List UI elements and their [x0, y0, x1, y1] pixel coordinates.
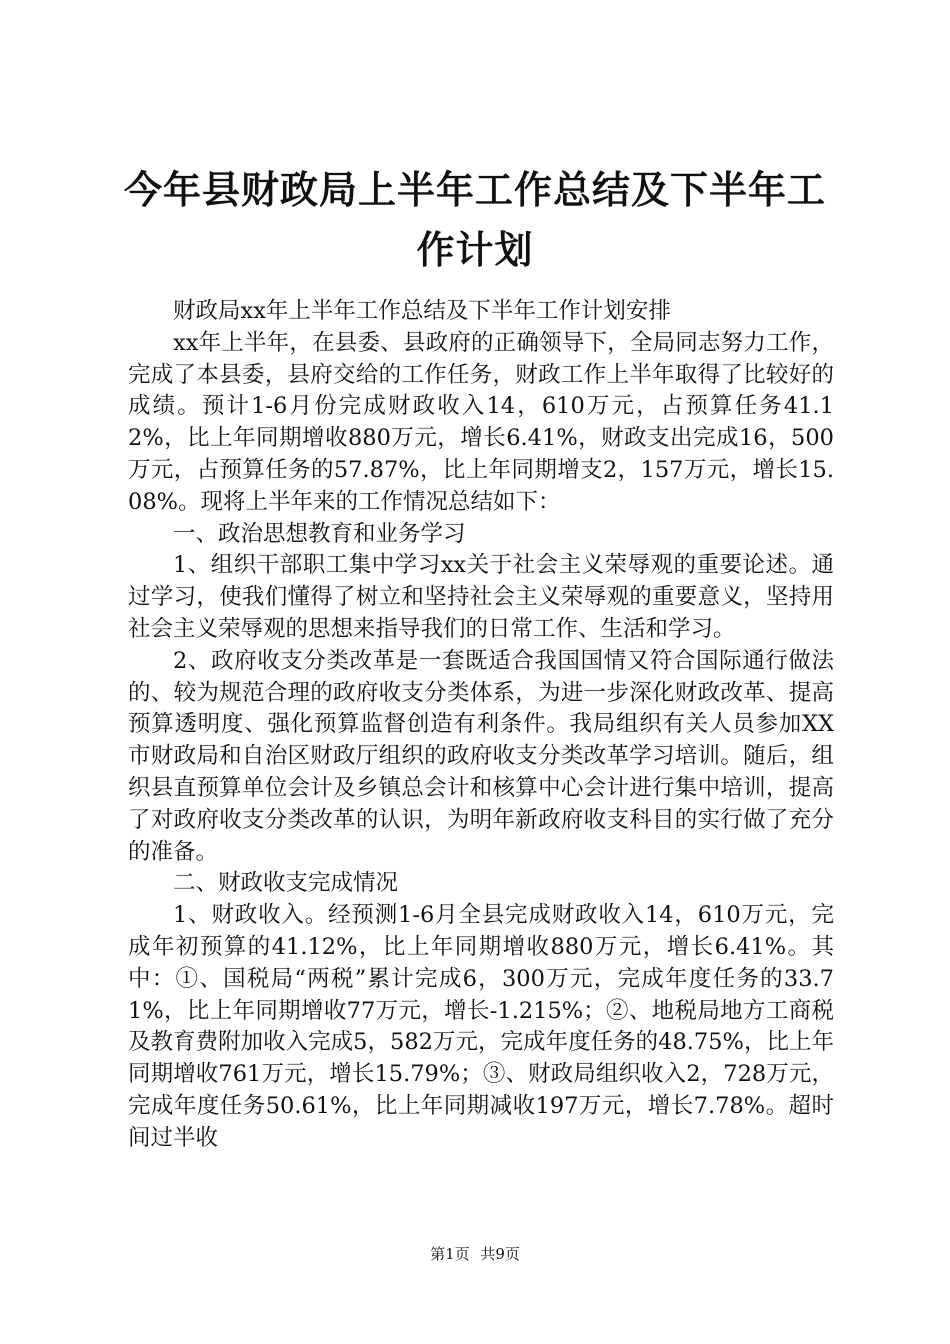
subtitle-paragraph: 财政局xx年上半年工作总结及下半年工作计划安排 — [173, 298, 671, 324]
section-heading-1: 一、政治思想教育和业务学习 — [173, 520, 466, 547]
section-heading-2: 二、财政收支完成情况 — [173, 870, 399, 897]
document-title: 今年县财政局上半年工作总结及下半年工作计划 — [123, 168, 826, 272]
paragraph-study: 1、组织干部职工集中学习xx关于社会主义荣辱观的重要论述。通过学习，使我们懂得了树立和坚持社会主义荣辱观的重要意义，坚持用社会主义荣辱观的思想来指导我们的日常工作、生活和学习。 — [128, 552, 834, 642]
page-footer — [0, 1244, 950, 1264]
document-body — [128, 296, 834, 1155]
intro-paragraph: xx年上半年，在县委、县政府的正确领导下，全局同志努力工作，完成了本县委，县府交给的工作任务，财政工作上半年取得了比较好的成绩。预计1-6月份完成财政收入14，610万元，占预算任务41.12%，比上年同期增收880万元，增长6.41%，财政支出完成16，500万元，占预算任务的57.87%，比上年同期增支2，157万元，增长15.08%。现将上半年来的工作情况总结如下： — [128, 329, 834, 515]
page-number: 第1页 — [430, 1245, 470, 1263]
paragraph-revenue: 1、财政收入。经预测1-6月全县完成财政收入14，610万元，完成年初预算的41.12%，比上年同期增收880万元，增长6.41%。其中：①、国税局“两税”累计完成6，300万元，完成年度任务的33.71%，比上年同期增收77万元，增长-1.215%；②、地税局地方工商税及教育费附加收入完成5，582万元，完成年度任务的48.75%，比上年同期增收761万元，增长15.79%；③、财政局组织收入2，728万元，完成年度任务50.61%，比上年同期减收197万元，增长7.78%。超时间过半收 — [128, 902, 834, 1151]
paragraph-reform: 2、政府收支分类改革是一套既适合我国国情又符合国际通行做法的、较为规范合理的政府收支分类体系，为进一步深化财政改革、提高预算透明度、强化预算监督创造有利条件。我局组织有关人员参加XX市财政局和自治区财政厅组织的政府收支分类改革学习培训。随后，组织县直预算单位会计及乡镇总会计和核算中心会计进行集中培训，提高了对政府收支分类改革的认识，为明年新政府收支科目的实行做了充分的准备。 — [128, 647, 834, 865]
page-total: 共9页 — [480, 1245, 520, 1263]
